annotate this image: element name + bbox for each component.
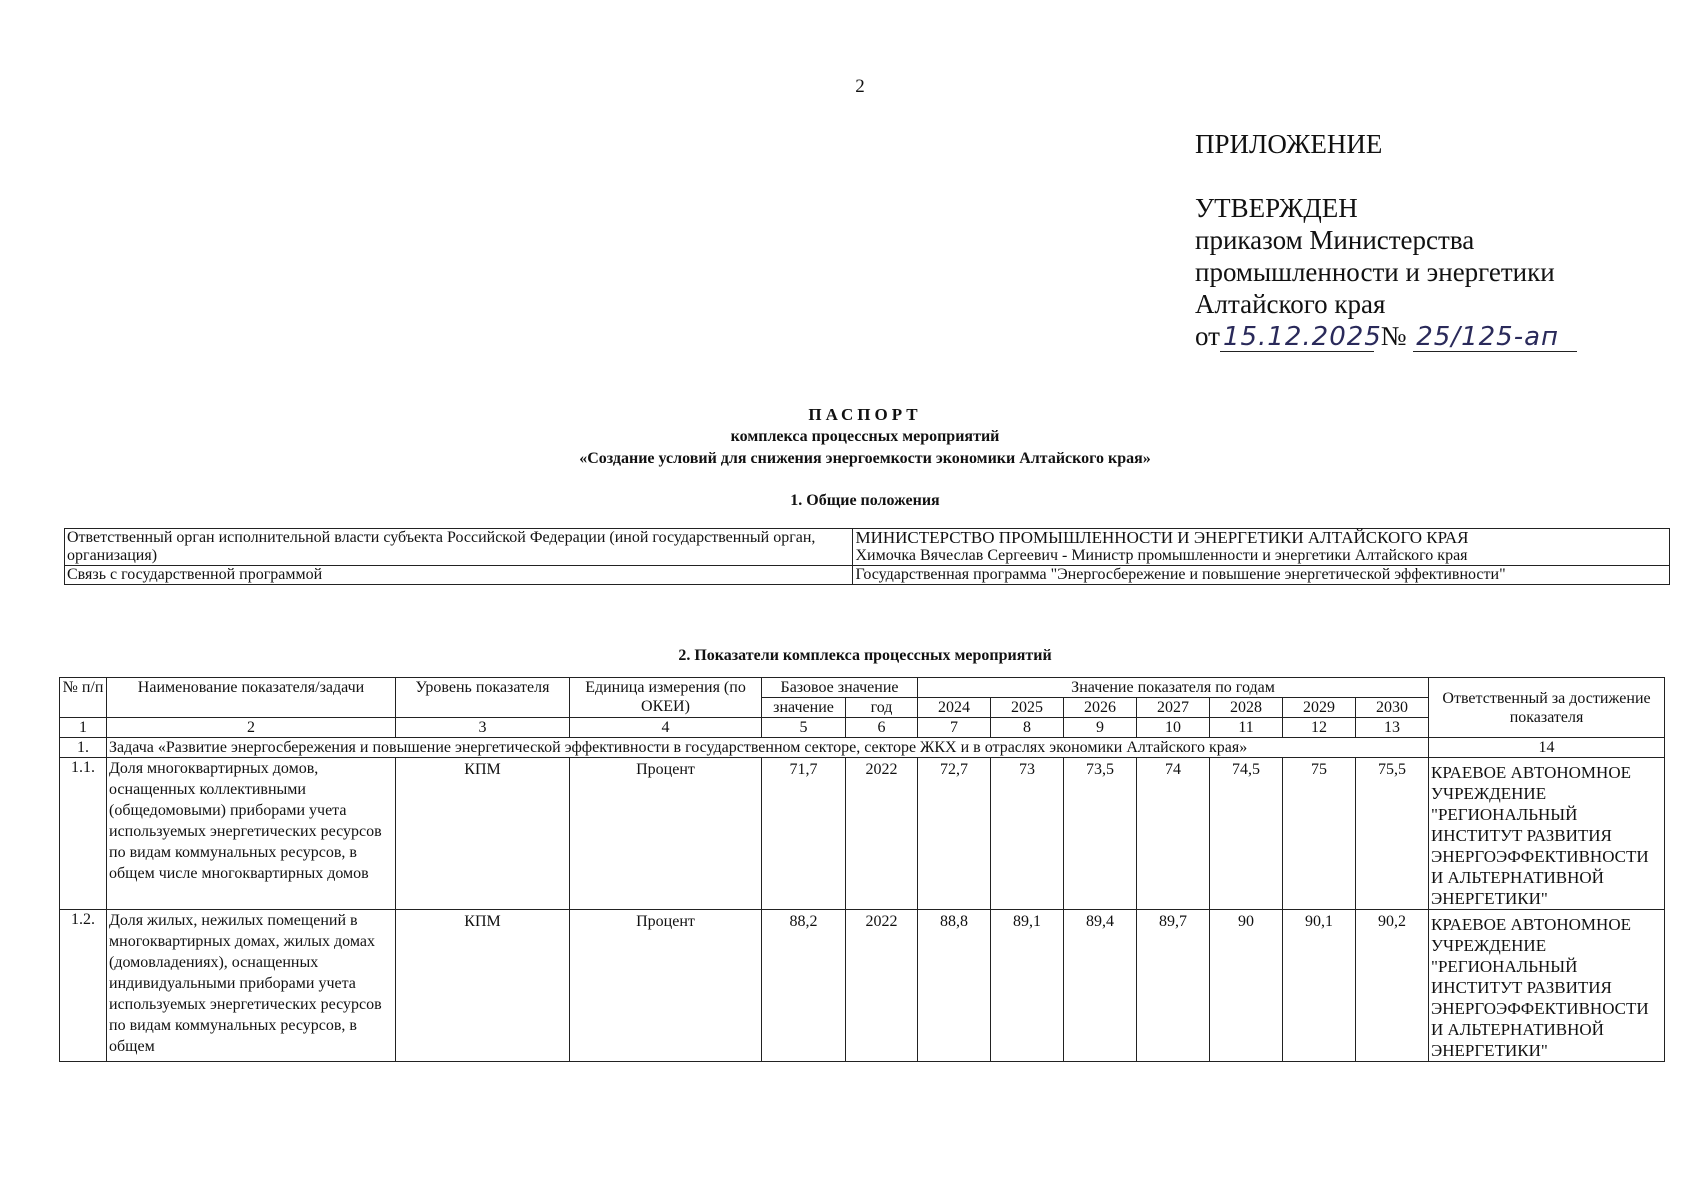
- number-label: №: [1380, 321, 1407, 351]
- header-row: [60, 678, 1665, 698]
- header-year: 2030: [1356, 698, 1429, 718]
- column-number: 12: [1283, 718, 1356, 738]
- column-number: 4: [570, 718, 762, 738]
- organization-name: МИНИСТЕРСТВО ПРОМЫШЛЕННОСТИ И ЭНЕРГЕТИКИ АЛТАЙСКОГО КРАЯ: [855, 528, 1469, 547]
- page-number: 2: [855, 76, 865, 97]
- header-by-years: Значение показателя по годам: [918, 678, 1429, 698]
- table-cell: Ответственный орган исполнительной власти субъекта Российской Федерации (иной государственный орган, организация): [65, 529, 853, 566]
- year-value: 75: [1283, 758, 1356, 910]
- year-value: 88,8: [918, 910, 991, 1062]
- table-row: [65, 529, 1670, 566]
- table-row: [60, 758, 1665, 910]
- indicator-name: Доля жилых, нежилых помещений в многоквартирных домах, жилых домах (домовладениях), оснащенных индивидуальными приборами учета используемых энергетических ресурсов по видам коммунальных ресурсов, в общем: [107, 910, 396, 1062]
- passport-title: [0, 404, 1697, 470]
- column-number: 6: [846, 718, 918, 738]
- year-value: 90,2: [1356, 910, 1429, 1062]
- passport-heading: ПАСПОРТ: [808, 405, 922, 424]
- passport-subtitle-2: «Создание условий для снижения энергоемкости экономики Алтайского края»: [579, 450, 1151, 467]
- header-year: 2027: [1137, 698, 1210, 718]
- indicators-table: [59, 677, 1665, 1062]
- indicator-name: Доля многоквартирных домов, оснащенных коллективными (общедомовыми) приборами учета используемых энергетических ресурсов по видам коммунальных ресурсов, в общем числе многоквартирных домов: [107, 758, 396, 910]
- section-2-title: 2. Показатели комплекса процессных мероприятий: [678, 647, 1052, 664]
- approval-date-line: [1195, 320, 1615, 352]
- header-year: 2029: [1283, 698, 1356, 718]
- year-value: 72,7: [918, 758, 991, 910]
- year-value: 90: [1210, 910, 1283, 1062]
- approved-label: УТВЕРЖДЕН: [1195, 193, 1358, 223]
- year-value: 74: [1137, 758, 1210, 910]
- column-number: 7: [918, 718, 991, 738]
- passport-subtitle-1: комплекса процессных мероприятий: [730, 428, 1000, 445]
- organization-head: Химочка Вячеслав Сергеевич - Министр промышленности и энергетики Алтайского края: [855, 547, 1468, 564]
- header-base-year: год: [846, 698, 918, 718]
- indicator-unit: Процент: [570, 910, 762, 1062]
- column-number: 3: [396, 718, 570, 738]
- table-cell: Государственная программа "Энергосбережение и повышение энергетической эффективности": [853, 566, 1670, 585]
- approval-line-2: промышленности и энергетики: [1195, 257, 1555, 287]
- year-value: 89,7: [1137, 910, 1210, 1062]
- year-value: 73: [991, 758, 1064, 910]
- header-year: 2028: [1210, 698, 1283, 718]
- header-year: 2025: [991, 698, 1064, 718]
- handwritten-date: 15.12.2025: [1220, 323, 1374, 352]
- header-base-value: значение: [762, 698, 846, 718]
- table-cell: Связь с государственной программой: [65, 566, 853, 585]
- header-unit: Единица измерения (по ОКЕИ): [570, 678, 762, 718]
- section-1-title: 1. Общие положения: [790, 492, 940, 509]
- year-value: 74,5: [1210, 758, 1283, 910]
- column-number: 14: [1429, 738, 1665, 758]
- task-num: 1.: [60, 738, 107, 758]
- base-year: 2022: [846, 910, 918, 1062]
- row-num: 1.1.: [60, 758, 107, 910]
- year-value: 89,4: [1064, 910, 1137, 1062]
- row-num: 1.2.: [60, 910, 107, 1062]
- base-year: 2022: [846, 758, 918, 910]
- general-provisions-table: [64, 528, 1670, 585]
- base-value: 71,7: [762, 758, 846, 910]
- responsible-org: КРАЕВОЕ АВТОНОМНОЕ УЧРЕЖДЕНИЕ "РЕГИОНАЛЬНЫЙ ИНСТИТУТ РАЗВИТИЯ ЭНЕРГОЭФФЕКТИВНОСТИ И АЛЬТЕРНАТИВНОЙ ЭНЕРГЕТИКИ": [1429, 758, 1665, 910]
- appendix-label: ПРИЛОЖЕНИЕ: [1195, 129, 1383, 159]
- task-row: [60, 738, 1665, 758]
- column-number: 5: [762, 718, 846, 738]
- column-number: 10: [1137, 718, 1210, 738]
- header-level: Уровень показателя: [396, 678, 570, 718]
- column-number: 9: [1064, 718, 1137, 738]
- header-year: 2024: [918, 698, 991, 718]
- responsible-org: КРАЕВОЕ АВТОНОМНОЕ УЧРЕЖДЕНИЕ "РЕГИОНАЛЬНЫЙ ИНСТИТУТ РАЗВИТИЯ ЭНЕРГОЭФФЕКТИВНОСТИ И АЛЬТЕРНАТИВНОЙ ЭНЕРГЕТИКИ": [1429, 910, 1665, 1062]
- column-number: 8: [991, 718, 1064, 738]
- approval-line-3: Алтайского края: [1195, 289, 1386, 319]
- handwritten-number: 25/125-ап: [1413, 323, 1577, 352]
- approval-block: [1195, 128, 1615, 352]
- header-responsible: Ответственный за достижение показателя: [1429, 678, 1665, 738]
- column-number-row: [60, 718, 1665, 738]
- approval-line-1: приказом Министерства: [1195, 225, 1475, 255]
- year-value: 89,1: [991, 910, 1064, 1062]
- column-number: 13: [1356, 718, 1429, 738]
- column-number: 11: [1210, 718, 1283, 738]
- table-row: [60, 910, 1665, 1062]
- indicator-level: КПМ: [396, 758, 570, 910]
- indicator-unit: Процент: [570, 758, 762, 910]
- header-num: № п/п: [60, 678, 107, 718]
- header-year: 2026: [1064, 698, 1137, 718]
- column-number: 2: [107, 718, 396, 738]
- from-label: от: [1195, 321, 1220, 351]
- header-name: Наименование показателя/задачи: [107, 678, 396, 718]
- task-text: Задача «Развитие энергосбережения и повышение энергетической эффективности в государственном секторе, секторе ЖКХ и в отраслях экономики Алтайского края»: [107, 738, 1429, 758]
- year-value: 90,1: [1283, 910, 1356, 1062]
- table-cell: [853, 529, 1670, 566]
- year-value: 73,5: [1064, 758, 1137, 910]
- indicator-level: КПМ: [396, 910, 570, 1062]
- year-value: 75,5: [1356, 758, 1429, 910]
- header-base: Базовое значение: [762, 678, 918, 698]
- table-row: [65, 566, 1670, 585]
- base-value: 88,2: [762, 910, 846, 1062]
- column-number: 1: [60, 718, 107, 738]
